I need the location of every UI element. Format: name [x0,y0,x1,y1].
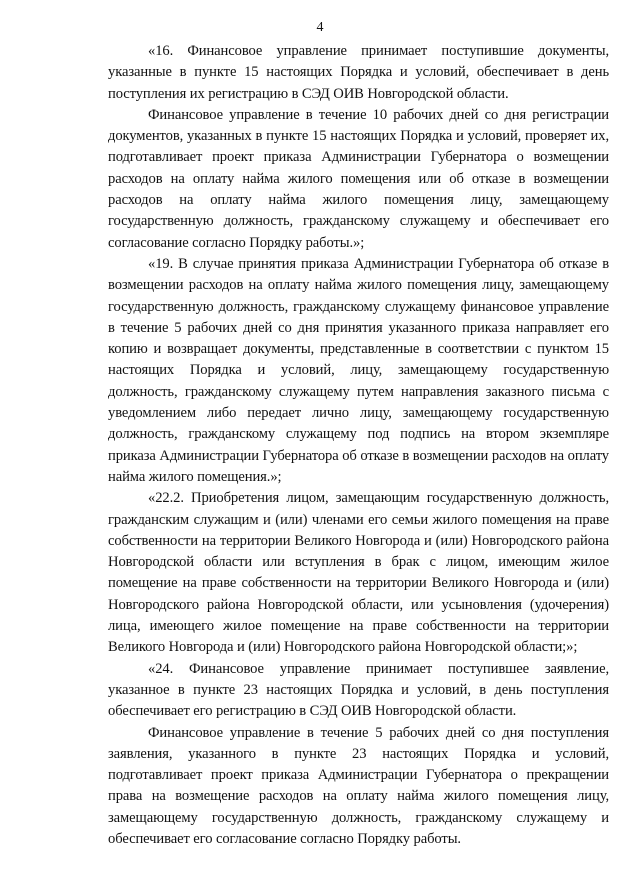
paragraph-item-24-continued: Финансовое управление в течение 5 рабочих дней со дня поступления заявления, указанного в пункте 23 настоящих Порядка и условий, подготавливает проект приказа Администрации Губернатора о прекращении права на возмещение расходов на оплату найма жилого помещения лицу, замещающему государственную должность, гражданскому служащему и обеспечивает его согласование согласно Порядку работы. [108,724,609,847]
paragraph-item-24: «24. Финансовое управление принимает поступившее заявление, указанное в пункте 23 настоящих Порядка и условий, в день поступления обеспечивает его регистрацию в СЭД ОИВ Новгородской области. [108,660,609,720]
document-body [108,41,609,850]
page-number: 4 [316,20,324,35]
paragraph-item-16-continued: Финансовое управление в течение 10 рабочих дней со дня регистрации документов, указанных в пункте 15 настоящих Порядка и условий, проверяет их, подготавливает проект приказа Администрации Губернатора о возмещении расходов на оплату найма жилого помещения или об отказе в возмещении расходов на оплату найма жилого помещения лицу, замещающему государственную должность, гражданскому служащему и обеспечивает его согласование согласно Порядку работы.»; [108,106,609,251]
paragraph-item-19: «19. В случае принятия приказа Администрации Губернатора об отказе в возмещении расходов на оплату найма жилого помещения лицу, замещающему государственную должность, гражданскому служащему финансовое управление в течение 5 рабочих дней со дня принятия указанного приказа направляет его копию и возвращает документы, представленные в соответствии с пунктом 15 настоящих Порядка и условий, лицу, замещающему государственную должность, гражданскому служащему путем направления заказного письма с уведомлением либо передает лично лицу, замещающему государственную должность, гражданскому служащему под подпись на втором экземпляре приказа Администрации Губернатора об отказе в возмещении расходов на оплату найма жилого помещения.»; [108,255,609,485]
paragraph-item-22-2: «22.2. Приобретения лицом, замещающим государственную должность, гражданским служащим и (или) членами его семьи жилого помещения на праве собственности на территории Великого Новгорода и (или) Новгородского района Новгородской области или вступления в брак с лицом, имеющим жилое помещение на праве собственности на территории Великого Новгорода и (или) Новгородского района Новгородской области, или усыновления (удочерения) лица, имеющего жилое помещение на праве собственности на территории Великого Новгорода и (или) Новгородского района Новгородской области;»; [108,490,609,656]
paragraph-item-16: «16. Финансовое управление принимает поступившие документы, указанные в пункте 15 настоящих Порядка и условий, обеспечивает в день поступления их регистрацию в СЭД ОИВ Новгородской области. [108,43,609,102]
